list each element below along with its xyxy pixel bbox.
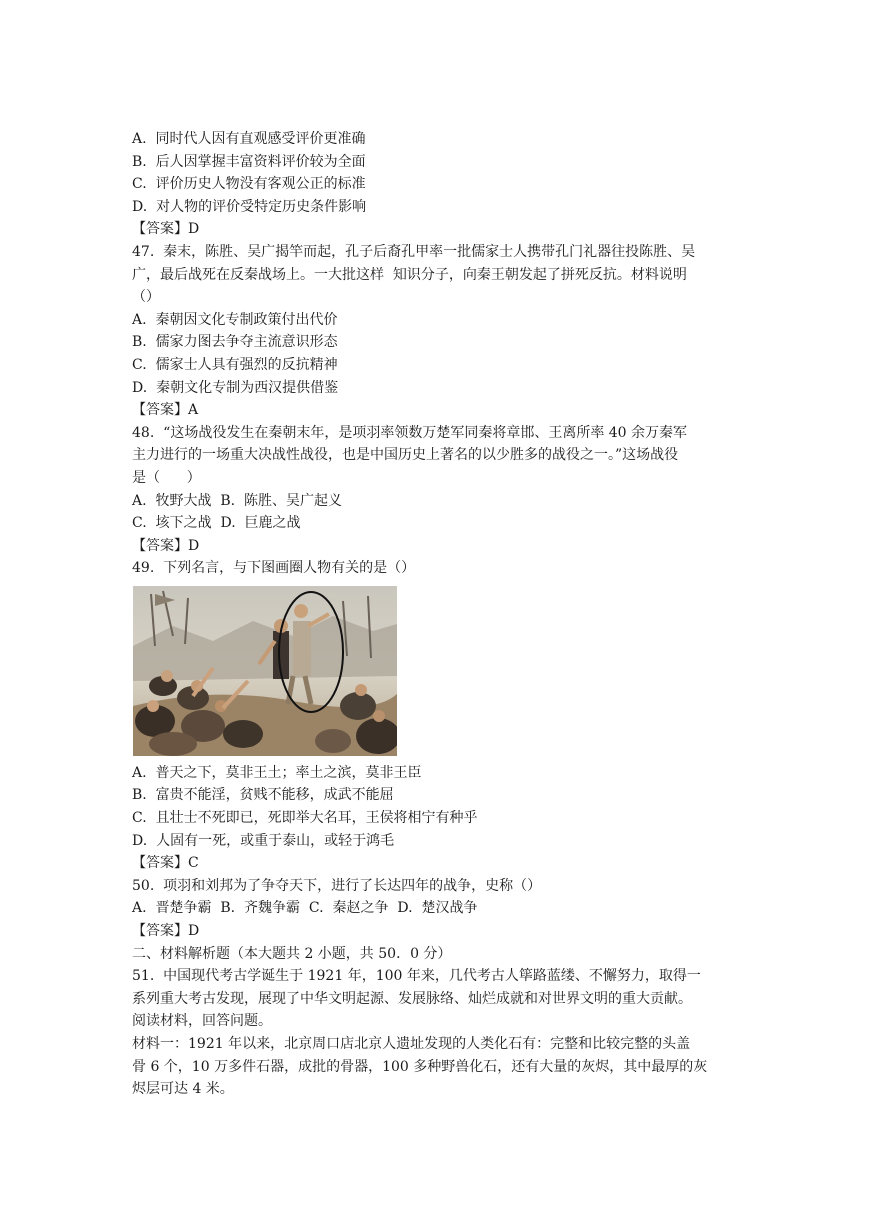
q46-answer: 【答案】D	[132, 221, 200, 238]
q50-answer: 【答案】D	[132, 923, 200, 940]
q47-option-d: D. 秦朝文化专制为西汉提供借鉴	[132, 379, 339, 396]
q51-stem-line: 51. 中国现代考古学诞生于 1921 年，100 年来，几代考古人筚路蓝缕、不懈努力，取得一	[132, 968, 701, 985]
q51-material-line: 材料一：1921 年以来，北京周口店北京人遗址发现的人类化石有：完整和比较完整的头盖	[132, 1036, 691, 1052]
question-51	[132, 965, 747, 1101]
q47-stem-line: 广，最后战死在反秦战场上。一大批这样 知识分子，向秦王朝发起了拼死反抗。材料说明	[132, 266, 687, 283]
q48-stem-line: 主力进行的一场重大决战性战役，也是中国历史上著名的以少胜多的战役之一。”这场战役	[132, 447, 679, 464]
q48-answer: 【答案】D	[132, 537, 200, 554]
q51-stem-line: 系列重大考古发现，展现了中华文明起源、发展脉络、灿烂成就和对世界文明的重大贡献。	[132, 990, 692, 1007]
q51-material-line: 骨 6 个，10 万多件石器，成批的骨器，100 多种野兽化石，还有大量的灰烬，其中最厚的灰	[132, 1058, 708, 1075]
q46-option-d: D. 对人物的评价受特定历史条件影响	[132, 198, 367, 215]
q51-material-line: 烬层可达 4 米。	[132, 1081, 234, 1098]
q49-answer: 【答案】C	[132, 855, 199, 872]
q47-stem-line: 47. 秦末，陈胜、吴广揭竿而起，孔子后裔孔甲率一批儒家士人携带孔门礼器往投陈胜、吴	[132, 243, 696, 260]
question-49	[132, 557, 747, 875]
q48-options-cd: C. 垓下之战 D. 巨鹿之战	[132, 515, 301, 532]
question-47	[132, 241, 747, 422]
q46-option-a: A. 同时代人因有直观感受评价更准确	[132, 131, 366, 147]
q48-stem-line: 是（ ）	[132, 469, 201, 486]
q50-options: A. 晋楚争霸 B. 齐魏争霸 C. 秦赵之争 D. 楚汉战争	[132, 900, 478, 917]
q47-option-a: A. 秦朝因文化专制政策付出代价	[132, 311, 338, 328]
q47-answer: 【答案】A	[132, 402, 199, 419]
q49-option-d: D. 人固有一死，或重于泰山，或轻于鸿毛	[132, 832, 395, 849]
question-48	[132, 422, 747, 558]
painting-illustration	[133, 586, 397, 756]
section-heading: 二、材料解析题（本大题共 2 小题，共 50．0 分）	[132, 945, 452, 962]
uprising-painting-image	[133, 586, 397, 756]
q49-stem-line: 49. 下列名言，与下图画圈人物有关的是（）	[132, 560, 416, 577]
q51-stem-line: 阅读材料，回答问题。	[132, 1013, 272, 1030]
q50-stem-line: 50. 项羽和刘邦为了争夺天下，进行了长达四年的战争，史称（）	[132, 877, 542, 894]
q49-option-c: C. 且壮士不死即已，死即举大名耳，王侯将相宁有种乎	[132, 810, 478, 827]
q47-option-c: C. 儒家士人具有强烈的反抗精神	[132, 356, 338, 373]
q48-options-ab: A. 牧野大战 B. 陈胜、吴广起义	[132, 492, 342, 509]
q49-option-a: A. 普天之下，莫非王土；率土之滨，莫非王臣	[132, 764, 422, 781]
q46-option-c: C. 评价历史人物没有客观公正的标准	[132, 176, 366, 193]
q49-option-b: B. 富贵不能淫，贫贱不能移，成武不能屈	[132, 787, 394, 804]
question-46	[132, 128, 747, 241]
q47-stem-line: （）	[132, 289, 160, 306]
page-content	[132, 128, 747, 1101]
q46-option-b: B. 后人因掌握丰富资料评价较为全面	[132, 153, 366, 170]
question-50	[132, 875, 747, 943]
q47-option-b: B. 儒家力图去争夺主流意识形态	[132, 334, 338, 351]
q48-stem-line: 48. “这场战役发生在秦朝末年，是项羽率领数万楚军同秦将章邯、王离所率 40 余万秦军	[132, 424, 688, 441]
